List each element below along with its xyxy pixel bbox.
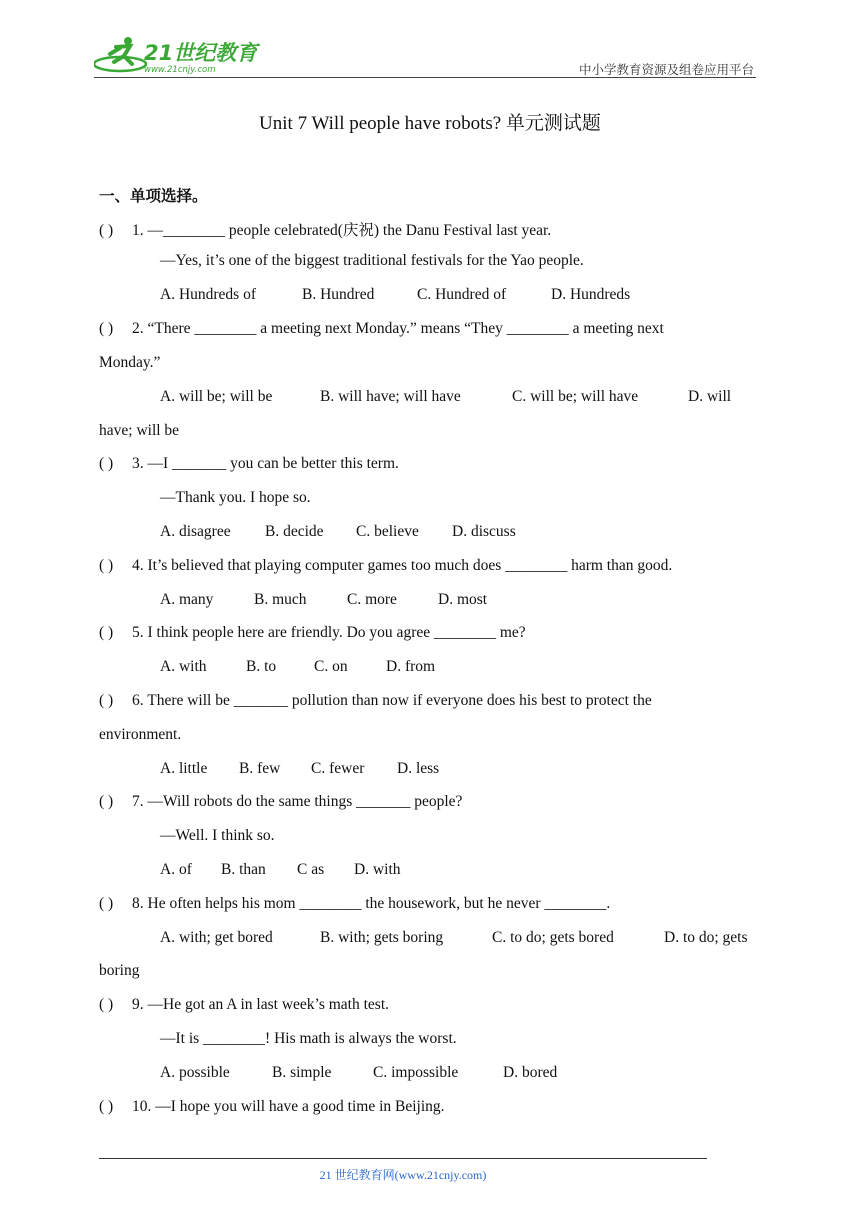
question-8-options-cont: boring (99, 962, 140, 979)
footer-link[interactable]: 21 世纪教育网(www.21cnjy.com) (319, 1168, 487, 1182)
question-6-cont: environment. (99, 726, 182, 743)
option-c: C. impossible (373, 1064, 459, 1081)
option-a: A. little (160, 760, 208, 777)
option-a: A. Hundreds of (160, 286, 256, 303)
option-b: B. few (239, 760, 281, 777)
page-title: Unit 7 Will people have robots? 单元测试题 (259, 113, 601, 134)
question-4: ( ) 4. It’s believed that playing computer games too much does ________ harm than good. (99, 557, 673, 574)
option-d: D. bored (503, 1064, 558, 1081)
option-d: D. from (386, 658, 436, 675)
option-a: A. of (160, 861, 192, 878)
answer-blank: ( ) (99, 692, 114, 709)
answer-blank: ( ) (99, 320, 114, 337)
option-c: C. on (314, 658, 348, 675)
option-b: B. with; gets boring (320, 929, 444, 946)
question-3-reply: —Thank you. I hope so. (160, 489, 311, 506)
question-5: ( ) 5. I think people here are friendly. Do you agree ________ me? (99, 624, 526, 641)
page-header (94, 34, 756, 78)
option-b: B. simple (272, 1064, 332, 1081)
option-c: C. believe (356, 523, 419, 540)
question-8: ( ) 8. He often helps his mom ________ the housework, but he never ________. (99, 895, 611, 912)
site-logo (94, 34, 264, 76)
option-c: C. will be; will have (512, 388, 639, 405)
section-heading: 一、单项选择。 (99, 187, 208, 205)
svg-text:21世纪教育: 21世纪教育 (144, 41, 258, 65)
question-5-options (160, 658, 435, 676)
question-1-options (160, 286, 630, 304)
option-a: A. with; get bored (160, 929, 273, 946)
question-7-reply: —Well. I think so. (160, 827, 275, 844)
option-c: C. more (347, 591, 397, 608)
question-7: ( ) 7. —Will robots do the same things _______ people? (99, 793, 463, 810)
question-9-reply: —It is ________! His math is always the worst. (160, 1030, 457, 1047)
question-3-options (160, 523, 516, 541)
question-9-options (160, 1064, 557, 1082)
option-a: A. will be; will be (160, 388, 273, 405)
question-10: ( ) 10. —I hope you will have a good time in Beijing. (99, 1098, 445, 1115)
option-b: B. decide (265, 523, 324, 540)
option-b: B. to (246, 658, 277, 675)
option-b: B. than (221, 861, 266, 878)
question-1-reply: —Yes, it’s one of the biggest traditional festivals for the Yao people. (160, 252, 584, 269)
option-c: C. fewer (311, 760, 365, 777)
option-b: B. much (254, 591, 307, 608)
question-9: ( ) 9. —He got an A in last week’s math test. (99, 996, 390, 1013)
option-d: D. Hundreds (551, 286, 631, 303)
header-platform-text: 中小学教育资源及组卷应用平台 (578, 62, 754, 77)
answer-blank: ( ) (99, 222, 114, 239)
question-2-options-cont: have; will be (99, 422, 180, 439)
option-a: A. with (160, 658, 207, 675)
option-d: D. less (397, 760, 440, 777)
option-d: D. most (438, 591, 488, 608)
answer-blank: ( ) (99, 793, 114, 810)
question-6-options (160, 760, 439, 778)
answer-blank: ( ) (99, 557, 114, 574)
question-1: ( ) 1. —________ people celebrated(庆祝) the Danu Festival last year. (99, 222, 552, 239)
answer-blank: ( ) (99, 624, 114, 641)
option-b: B. Hundred (302, 286, 375, 303)
answer-blank: ( ) (99, 895, 114, 912)
answer-blank: ( ) (99, 996, 114, 1013)
option-b: B. will have; will have (320, 388, 461, 405)
option-d: D. to do; gets (664, 929, 748, 946)
option-c: C. to do; gets bored (492, 929, 614, 946)
option-d: D. discuss (452, 523, 516, 540)
answer-blank: ( ) (99, 455, 114, 472)
question-7-options (160, 861, 401, 879)
question-4-options (160, 591, 487, 609)
option-d: D. will (688, 388, 732, 405)
question-8-options (160, 929, 748, 947)
question-3: ( ) 3. —I _______ you can be better this term. (99, 455, 399, 472)
option-a: A. possible (160, 1064, 230, 1081)
option-c: C as (297, 861, 325, 878)
svg-text:www.21cnjy.com: www.21cnjy.com (144, 65, 216, 75)
question-2: ( ) 2. “There ________ a meeting next Monday.” means “They ________ a meeting next (99, 320, 664, 337)
answer-blank: ( ) (99, 1098, 114, 1115)
option-a: A. disagree (160, 523, 231, 540)
header-divider (94, 77, 756, 78)
option-a: A. many (160, 591, 214, 608)
question-2-options (160, 388, 731, 406)
question-2-cont: Monday.” (99, 354, 161, 371)
option-c: C. Hundred of (417, 286, 507, 303)
option-d: D. with (354, 861, 401, 878)
footer-divider (99, 1158, 707, 1159)
question-6: ( ) 6. There will be _______ pollution than now if everyone does his best to protect the (99, 692, 652, 709)
